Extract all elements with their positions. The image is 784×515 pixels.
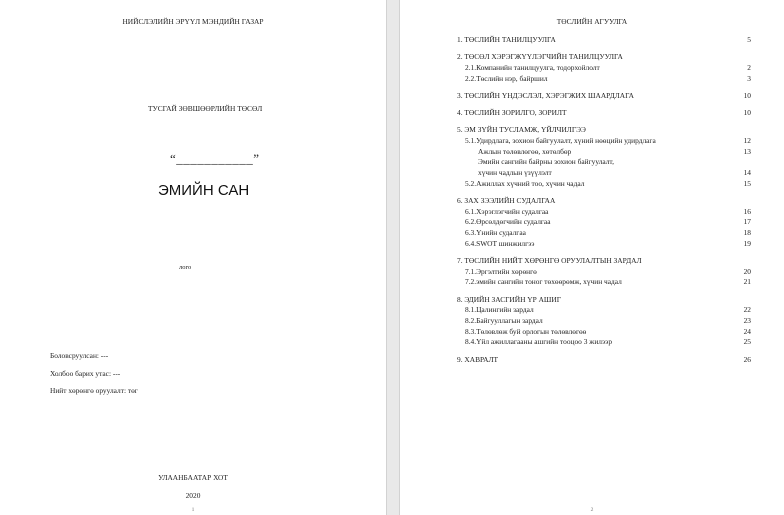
toc-entry-label: 2. ТӨСӨЛ ХЭРЭГЖҮҮЛЭГЧИЙН ТАНИЛЦУУЛГА xyxy=(457,52,623,62)
toc-entry-label: 3. ТӨСЛИЙН ҮНДЭСЛЭЛ, ХЭРЭГЖИХ ШААРДЛАГА xyxy=(457,90,634,100)
toc-entry-page: 10 xyxy=(743,108,751,117)
toc-entry-label: 7.2.эмийн сангийн тоног төхөөрөмж, хүчин чадал xyxy=(465,277,622,287)
toc-entry-page: 18 xyxy=(743,228,751,237)
toc-entry-page: 10 xyxy=(743,90,751,100)
contact-phone-line: Холбоо барих утас: --- xyxy=(50,369,121,378)
toc-entry-page: 20 xyxy=(743,266,751,276)
toc-entry-label: 8.3.Төлөвлөж буй орлогын төлөвлөгөө xyxy=(465,326,587,336)
developer-line: Боловсруулсан: --- xyxy=(50,351,109,360)
toc-entry-page: 3 xyxy=(747,73,751,83)
toc-entry-label: 2.2.Төслийн нэр, байршил xyxy=(465,73,548,83)
toc-entry-page: 21 xyxy=(743,277,751,287)
toc-entry-label: Ажлын төлөвлөгөө, хөтөлбөр xyxy=(478,146,572,156)
toc-entry-label: 8.2.Байгууллагын зардал xyxy=(465,315,543,325)
toc-entry-page: 24 xyxy=(743,326,751,336)
toc-entry-label: 7.1.Эргэлтийн хөрөнгө xyxy=(465,266,537,276)
toc-entry-label: 8.1.Цалингийн зардал xyxy=(465,305,534,315)
cover-page xyxy=(0,0,386,515)
toc-entry-page: 5 xyxy=(747,35,751,44)
toc-entry-label: 1. ТӨСЛИЙН ТАНИЛЦУУЛГА xyxy=(457,35,556,44)
toc-entry-label: 6.4.SWOT шинжилгээ xyxy=(465,238,535,248)
toc-heading: ТӨСЛИЙН АГУУЛГА xyxy=(556,17,628,26)
organization-name: НИЙСЛЭЛИЙН ЭРҮҮЛ МЭНДИЙН ГАЗАР xyxy=(122,17,264,26)
toc-entry-label: 4. ТӨСЛИЙН ЗОРИЛГО, ЗОРИЛТ xyxy=(457,108,567,117)
logo-placeholder: лого xyxy=(179,264,192,271)
toc-entry-page: 26 xyxy=(743,354,751,364)
toc-entry-label: 2.1.Компанийн танилцуулга, тодорхойлолт xyxy=(465,62,600,72)
toc-entry-label: 5. ЭМ ЗҮЙН ТУСЛАМЖ, ҮЙЛЧИЛГЭЭ xyxy=(457,125,586,135)
toc-entry-page: 13 xyxy=(743,146,751,156)
document-year: 2020 xyxy=(185,491,201,500)
toc-entry-page: 22 xyxy=(743,305,751,315)
toc-entry-page: 16 xyxy=(743,206,751,216)
toc-entry-label: 6.2.Өрсөлдөгчийн судалгаа xyxy=(465,217,551,227)
project-name-placeholder: “___________” xyxy=(170,151,260,166)
toc-entry-label: Эмийн сангийн байрны зохион байгуулалт, xyxy=(478,157,614,167)
toc-entry-page: 2 xyxy=(747,62,751,72)
toc-entry-label: 6. ЗАХ ЗЭЭЛИЙН СУДАЛГАА xyxy=(457,195,556,205)
page-number: 2 xyxy=(590,507,594,513)
toc-entry-page: 23 xyxy=(743,315,751,325)
toc-entry-page: 15 xyxy=(743,178,751,188)
toc-entry-label: 5.2.Ажиллах хүчний тоо, хүчин чадал xyxy=(465,178,585,188)
toc-entry-page: 19 xyxy=(743,238,751,248)
total-investment-line: Нийт хөрөнгө оруулалт: төг xyxy=(50,386,138,395)
toc-entry-label: 5.1.Удирдлага, зохион байгуулалт, хүний нөөцийн удирдлага xyxy=(465,135,656,145)
toc-entry-label: 9. ХАВРАЛТ xyxy=(457,354,499,364)
toc-page xyxy=(400,0,784,515)
toc-entry-label: 8.4.Үйл ажиллагааны ашгийн тооцоо 3 жилээр xyxy=(465,337,613,347)
toc-entry-label: 6.1.Хэрэглэгчийн судалгаа xyxy=(465,206,549,216)
toc-entry-page: 14 xyxy=(743,168,751,177)
toc-entry-label: хүчин чадлын үзүүлэлт xyxy=(478,168,552,177)
toc-entry-label: 7. ТӨСЛИЙН НИЙТ ХӨРӨНГӨ ОРУУЛАЛТЫН ЗАРДАЛ xyxy=(457,255,642,265)
city-name: УЛААНБААТАР ХОТ xyxy=(158,473,228,482)
toc-entry-label: 6.3.Үнийн судалгаа xyxy=(465,228,526,237)
toc-entry-page: 12 xyxy=(743,135,751,145)
document-title: ЭМИЙН САН xyxy=(158,182,250,199)
project-subtitle: ТУСГАЙ ЗӨВШӨӨРЛИЙН ТӨСӨЛ xyxy=(148,104,263,113)
toc-entry-page: 25 xyxy=(743,337,751,347)
page-gutter xyxy=(386,0,400,515)
toc-entry-label: 8. ЭДИЙН ЗАСГИЙН ҮР АШИГ xyxy=(457,294,561,304)
page-number: 1 xyxy=(191,507,195,513)
toc-entry-page: 17 xyxy=(743,217,751,227)
